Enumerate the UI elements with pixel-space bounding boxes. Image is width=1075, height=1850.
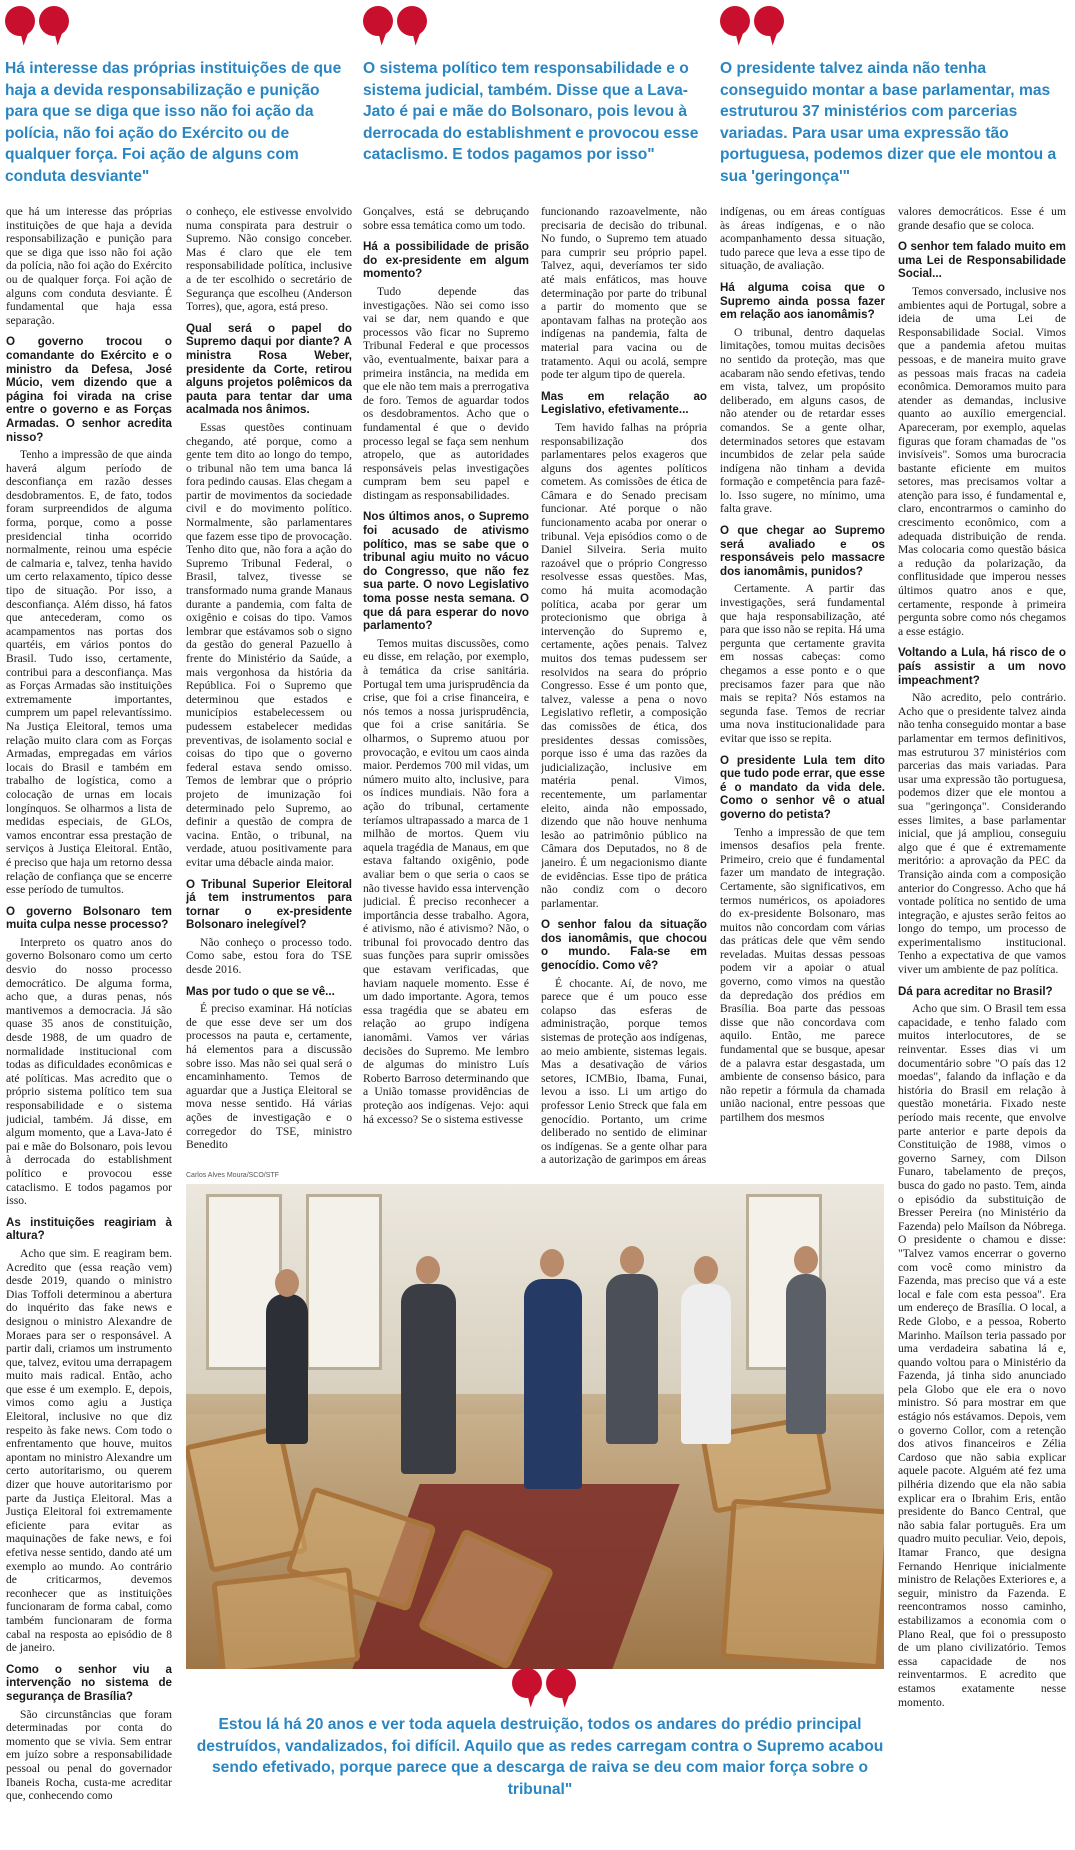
- answer-paragraph: São circunstâncias que foram determinadas por conta do momento que se vivia. Sem entrar em juízo sobre a responsabilidade pessoal ou penal do governador Ibaneis Rocha, custa-me acreditar que, conhecendo como: [6, 1707, 172, 1803]
- answer-paragraph: o conheço, ele estivesse envolvido numa conspirata para destruir o Supremo. Não consigo conceber. Mas é claro que ele tem responsabilidade política, inclusive a de ter escolhido o secretário de Segurança que escolheu (Anderson Torres), que, agora, está preso.: [186, 205, 352, 314]
- answer-paragraph: Acho que sim. O Brasil tem essa capacidade, e tenho falado com muitos interlocutores, de se reinventar. Esses dias vi um documentário sobre "O país das 12 moedas", falando da inflação e da história do Brasil em relação à questão monetária. Fixado neste período mais recente, que envolve parte anterior e parte depois da Constituição de 1988, vimos o governo Sarney, com Dilson Funaro, tabelamento de preços, busca do gado no pasto. Tem, ainda o episódio da substituição de Bresser Pereira (no Ministério da Fazenda) pelo Maílson da Nóbrega. O presidente o chamou e disse: "Talvez vamos encerrar o governo com você como ministro da Fazenda, mas preciso que vá a este local e fale com esta pessoa". Era um endereço de Brasília. O local, a Rede Globo, e a pessoa, Roberto Marinho. Maílson teria passado por uma verdadeira sabatina lá e, quando voltou para o Ministério da Fazenda, já tinha sido anunciado pela Globo que ele era o novo ministro. Só para mostrar em que estágio nós estávamos. Depois, vem o governo Collor, com a retenção dos ativos financeiros e Zélia Cardoso que não sabia explicar aquele pacote. Alguém até fez uma pilhéria dizendo que ela não sabia explicar era o Ibrahim Eris, então presidente do Banco Central, que não sabia falar português. Era um quadro muito peculiar. Veio, depois, Itamar Franco, que designa Fernando Henrique inicialmente ministro de Relações Exteriores e, a seguir, ministro da Fazenda. E reencontramos nosso caminho, estabilizamos a economia com o Plano Real, que foi o pressuposto de um plano civilizatório. Temos essa capacidade de nos reinventarmos. E acredito que estamos exatamente nesse momento.: [898, 1002, 1066, 1709]
- question-heading: Como o senhor viu a intervenção no sistema de segurança de Brasília?: [6, 1662, 172, 1703]
- answer-paragraph: Temos conversado, inclusive nos ambientes aqui de Portugal, sobre a ideia de uma Lei de Responsabilidade Social. Vimos que a pandemia afetou muitas pessoas, e de maneira muito grave as pessoas mais fracas na cadeia econômica. Demoramos muito para atender as demandas, inclusive quanto ao auxílio emergencial. Apareceram, por exemplo, aquelas figuras que foram chamadas de "os invisíveis". Somos uma burocracia bastante eficiente em muitos setores, mas precisamos voltar a atenção para isso, é fundamental e, claro, encontrarmos o caminho do crescimento econômico, com a adequada distribuição de renda. Mas colocaria como questão básica a redução da polarização, da conflitusidade que imperou nesses últimos quatro anos e que, certamente, responde à primeira pergunta sobre como nós chegamos a esse estágio.: [898, 284, 1066, 638]
- article-column-3: [363, 205, 529, 1170]
- pull-quote-text: O sistema político tem responsabilidade e o sistema judicial, também. Disse que a Lava-Jato é pai e mãe do Bolsonaro, pois levou à derrocada do establishment e provocou esse cataclismo. E todos pagamos por isso": [363, 60, 699, 163]
- answer-paragraph: Tudo depende das investigações. Não sei como isso vai se dar, nem quando e que processos vão ficar no Supremo Tribunal Federal e que processos vão, eventualmente, baixar para a primeira instância, na medida em que ele não tem mais a prerrogativa de foro. Temos de aguardar todos os desdobramentos. Acho que o fundamental é que o devido processo legal se faça sem nenhum atropelo, que as autoridades responsáveis pelas investigações cumpram bem seu papel e distingam as responsabilidades.: [363, 284, 529, 502]
- answer-paragraph: É chocante. Aí, de novo, me parece que é um pouco esse colapso das esferas de administração, porque temos sistemas de proteção aos indígenas, ao meio ambiente, sistemas legais. Mas a desativação de vários setores, ICMBio, Ibama, Funai, levou a isso. Li um artigo do professor Lenio Streck que fala em genocídio. Portanto, um crime deliberado no sentido de eliminar os indígenas. Se a gente olhar para a autorização de garimpos em áreas: [541, 976, 707, 1167]
- answer-paragraph: que há um interesse das próprias instituições de que haja a devida responsabilização e punição para que se diga que isso não foi ação da polícia, não foi ação do Exército ou de qualquer força. Foi ação de alguns com conduta desviante. É fundamental que haja essa separação.: [6, 205, 172, 327]
- answer-paragraph: Interpreto os quatro anos do governo Bolsonaro como um certo desvio do nosso processo democrático. De alguma forma, acho que, a duras penas, nós mantivemos a democracia. Já são quase 35 anos de constituição, desde 1988, de um quadro de normalidade institucional com todas as dificuldades econômicas e até políticas. Mas acredito que o próprio sistema político tem sua responsabilidade e o sistema judicial, também. Já disse, em algum momento, que a Lava-Jato é pai e mãe do Bolsonaro, pois levou à derrocada do establishment político e provocou esse cataclismo. E todos pagamos por isso.: [6, 935, 172, 1208]
- question-heading: Nos últimos anos, o Supremo foi acusado de ativismo político, mas se sabe que o tribunal agiu muito no vácuo do Congresso, que não fez sua parte. O novo Legislativo toma posse nesta semana. O que dá para esperar do novo parlamento?: [363, 510, 529, 633]
- pull-quote-1: [5, 0, 360, 195]
- answer-paragraph: Não acredito, pelo contrário. Acho que o presidente talvez ainda não tenha conseguido montar a base parlamentar em termos definitivos, mas estruturou 37 ministérios com parcerias das mais variadas. Para usar uma expressão tão portuguesa, podemos dizer que ele montou a sua "geringonça". Considerando esses limites, a base parlamentar inicial, que já ampliou, conseguiu algo que é que é extremamente meritório: a aprovação da PEC da Transição ainda com a composição anterior do Congresso. Acho que há vontade política no sentido de uma integração, e ajustes serão feitos ao longo do tempo, um processo de experimentalismo institucional. Tenho a expectativa de que vamos viver um ambiente de paz política.: [898, 691, 1066, 977]
- answer-paragraph: É preciso examinar. Há notícias de que esse deve ser um dos processos na pauta e, certamente, há elementos para a discussão sobre isso. Mas não sei qual será o encaminhamento. Temos de aguardar que a Justiça Eleitoral se mova nesse sentido. Há várias ações de investigação e o corregedor do TSE, ministro Benedito: [186, 1002, 352, 1152]
- bottom-pull-quote: Estou lá há 20 anos e ver toda aquela destruição, todos os andares do prédio principal destruídos, vandalizados, foi difícil. Aquilo que as redes carregam contra o Supremo acabou sendo efetivado, porque parece que a descarga de raiva se deu com maior força sobre o tribunal": [196, 1716, 884, 1798]
- question-heading: Há a possibilidade de prisão do ex-presidente em algum momento?: [363, 240, 529, 281]
- answer-paragraph: Temos muitas discussões, como eu disse, em relação, por exemplo, à temática da crise sanitária. Portugal tem uma jurisprudência da crise, que foi a crise financeira, e nós temos a nossa jurisprudência, que foi a crise sanitária. Se olharmos, o Supremo atuou por provocação, e evitou um caos ainda maior. Perdemos 700 mil vidas, um número muito alto, inclusive, para os índices mundiais. Não fora a ação do tribunal, certamente teríamos ultrapassado a marca de 1 milhão de mortos. Quem viu aquela tragédia de Manaus, em que estava faltando oxigênio, pode avaliar bem o que seria o caos se não tivesse havido essa intervenção judicial. É preciso reconhecer a importância desse trabalho. Agora, é ativismo, não é ativismo? Não, o tribunal foi provocado dentro das suas funções para suprir omissões que estavam verificadas, que haviam naquele momento. Esse é um dado importante. Agora, temos essa tragédia que se abateu em relação ao grupo indígena ianomâmi. Vamos ver várias decisões do Supremo. Me lembro de algumas do ministro Luís Roberto Barroso determinando que a União tomasse providências de proteção aos indígenas. Vejo: aqui há excesso? Se o sistema estivesse: [363, 636, 529, 1126]
- question-heading: O senhor tem falado muito em uma Lei de Responsabilidade Social...: [898, 240, 1066, 281]
- article-column-6: [898, 205, 1066, 1845]
- article-column-5: [720, 205, 885, 1170]
- question-heading: O governo trocou o comandante do Exército e o ministro da Defesa, José Múcio, vem dizendo que a página foi virada na crise entre o governo e as Forças Armadas. O senhor acredita nisso?: [6, 335, 172, 444]
- question-heading: O que chegar ao Supremo será avaliado e os responsáveis pelo massacre dos ianomâmis, punidos?: [720, 524, 885, 578]
- pull-quote-2: [363, 0, 718, 195]
- question-heading: Há alguma coisa que o Supremo ainda possa fazer em relação aos ianomâmis?: [720, 280, 885, 322]
- answer-paragraph: Tenho a impressão de que tem imensos desafios pela frente. Primeiro, creio que é fundamental fazer um mandato de integração. Certamente, são significativos, em termos numéricos, os apoiadores do ex-presidente Bolsonaro, mas muitos não concordam com várias das práticas dele que vêm sendo reveladas. Muitas dessas pessoas podem vir a apoiar o atual governo, como vimos na questão da depredação dos prédios em Brasília. Boa parte das pessoas disse que não concordava com aquilo. Então, me parece fundamental que se busque, apesar de a palavra estar desgastada, um ambiente de consenso básico, para não repetir a fórmula da chamada união nacional, entre pessoas que partilhem dos mesmos: [720, 825, 885, 1124]
- question-heading: O presidente Lula tem dito que tudo pode errar, que esse é o mandato da vida dele. Como o senhor vê o atual governo do petista?: [720, 753, 885, 821]
- answer-paragraph: funcionando razoavelmente, não precisaria de decisão do tribunal. No fundo, o Supremo tem atuado para cumprir seu próprio papel. Talvez, aqui, deveríamos ter sido até mais enfáticos, mas houve determinação por parte do tribunal a partir do momento que se apontavam falhas na proteção aos indígenas na pandemia, falta de material para vacina ou de tratamento. Aqui ou acolá, sempre pode ter algum tipo de querela.: [541, 205, 707, 382]
- question-heading: As instituições reagiriam à altura?: [6, 1215, 172, 1243]
- pull-quote-text: O presidente talvez ainda não tenha conseguido montar a base parlamentar, mas estruturou 37 ministérios com parcerias variadas. Para usar uma expressão tão portuguesa, podemos dizer que ele montou a sua 'geringonça'": [720, 60, 1057, 185]
- question-heading: O senhor falou da situação dos ianomâmis, que chocou o mundo. Fala-se em genocídio. Como vê?: [541, 918, 707, 973]
- answer-paragraph: valores democráticos. Esse é um grande desafio que se coloca.: [898, 205, 1066, 232]
- question-heading: O Tribunal Superior Eleitoral já tem instrumentos para tornar o ex-presidente Bolsonaro inelegível?: [186, 877, 352, 932]
- quote-marks-icon: [5, 6, 69, 40]
- question-heading: Mas por tudo o que se vê...: [186, 984, 335, 998]
- question-heading: Dá para acreditar no Brasil?: [898, 984, 1053, 998]
- answer-paragraph: indígenas, ou em áreas contíguas às áreas indígenas, e o não acompanhamento dessa situação, tudo parece que leva a esse tipo de situação, de avaliação.: [720, 205, 885, 273]
- answer-paragraph: Acho que sim. E reagiram bem. Acredito que (essa reação vem) desde 2019, quando o ministro Dias Toffoli determinou a abertura do inquérito das fake news e designou o ministro Alexandre de Moraes para ser o responsável. A partir dali, criamos um instrumento que, talvez, evitou uma derrapagem muito mais radical. Então, acho que esse é um exemplo. E, depois, vimos como agiu a Justiça Eleitoral, inclusive no que diz respeito às fake news. Com todo o enfrentamento que houve, muitos apontam no ministro Alexandre um certo autoritarismo, ou querem dizer que houve autoritarismo por parte da Justiça Eleitoral. Mas a Justiça Eleitoral foi extremamente eficiente para evitar as maquinações de fake news, e foi efetiva nesse sentido, dando até um exemplo ao mundo. Ao contrário de criticarmos, devemos reconhecer que as instituições funcionaram de forma cabal, como também funcionaram de forma cabal na resposta ao episódio de 8 de janeiro.: [6, 1246, 172, 1655]
- answer-paragraph: Essas questões continuam chegando, até porque, como a gente tem dito ao longo do tempo, o tribunal não tem uma banca lá fora pedindo causas. Elas chegam a partir de movimentos da sociedade civil e do movimento político. Normalmente, são parlamentares que fazem esse tipo de provocação. Tenho dito que, não fora a ação do Supremo Tribunal Federal, o Brasil, talvez, tivesse se transformado numa grande Manaus durante a pandemia, com falta de oxigênio e coisas do tipo. Vamos lembrar que estávamos sob o signo da gestão do general Pazuello à frente do Ministério da Saúde, a mais vergonhosa da história da República. Foi o Supremo que determinou que estados e municípios estabelecessem ou pudessem estabelecer medidas preventivas, de isolamento social e coisas do tipo que o governo federal estava sendo omisso. Temos de lembrar que o próprio projeto de imunização foi determinado pelo Supremo, ao definir a questão de compra de vacina. Então, o tribunal, na verdade, atuou positivamente para evitar uma débacle ainda maior.: [186, 420, 352, 869]
- article-column-1: [6, 205, 172, 1845]
- answer-paragraph: Gonçalves, está se debruçando sobre essa temática como um todo.: [363, 205, 529, 232]
- answer-paragraph: O tribunal, dentro daquelas limitações, tomou muitas decisões no sentido da proteção, mas que acabaram não sendo efetivas, tendo em vista, talvez, um propósito deliberado, em alguns casos, de não atender ou de retardar esses comandos. Se a gente olhar, determinados setores que estavam incumbidos de zelar pela saúde indígena não tinham a devida formação e competência para fazê-lo. Isso sugere, no mínimo, uma falta grave.: [720, 325, 885, 516]
- question-heading: Mas em relação ao Legislativo, efetivamente...: [541, 389, 707, 417]
- quote-marks-icon: [720, 6, 784, 40]
- article-column-2: [186, 205, 352, 1170]
- question-heading: Voltando a Lula, há risco de o país assistir a um novo impeachment?: [898, 646, 1066, 687]
- quote-marks-icon: [363, 6, 427, 40]
- news-photo: [186, 1184, 884, 1669]
- pull-quote-text: Há interesse das próprias instituições de que haja a devida responsabilização e punição para que se diga que isso não foi ação da polícia, não foi ação do Exército ou de qualquer força. Foi ação de alguns com conduta desviante": [5, 60, 342, 185]
- article-column-4: [541, 205, 707, 1170]
- quote-marks-icon: [512, 1668, 576, 1702]
- answer-paragraph: Tem havido falhas na própria responsabilização dos parlamentares pelos exageros que alguns dos agentes políticos cometem. As comissões de ética de Câmara e do Senado precisam funcionar. Até porque o não funcionamento acaba por onerar o tribunal. Veja episódios como o de Daniel Silveira. Seria muito razoável que o próprio Congresso resolvesse essas questões. Mas, como há muita acomodação política, acaba por gerar um protecionismo que obriga à intervenção do Supremo e, certamente, ações penais. Talvez muitos dos temas pudessem ser resolvidos na seara do próprio Congresso. Esse é um ponto que, talvez, valesse a pena o novo Legislativo refletir, a composição das comissões de ética, dos presidentes dessas comissões, porque isso é uma das razões da judicialização, inclusive em matéria penal. Vimos, recentemente, um parlamentar eleito, ainda não empossado, dizendo que não houve nenhuma lesão ao patrimônio público na Câmara dos Deputados, no 8 de janeiro. É um negacionismo diante de evidências. Esse tipo de prática não condiz com o decoro parlamentar.: [541, 420, 707, 910]
- question-heading: Qual será o papel do Supremo daqui por diante? A ministra Rosa Weber, presidente da Corte, retirou alguns projetos polêmicos da pauta para tentar dar uma acalmada nos ânimos.: [186, 321, 352, 417]
- answer-paragraph: Certamente. A partir das investigações, será fundamental que haja responsabilização, até para que isso não se repita. Há uma pergunta que certamente gravita em nossas cabeças: como chegamos a esse ponto e o que precisamos fazer para que não mais se repita? Nós estamos na segunda fase. Temos de recriar uma nova institucionalidade para evitar que isso se repita.: [720, 582, 885, 745]
- answer-paragraph: Tenho a impressão de que ainda haverá algum período de desconfiança em razão desses desdobramentos. E, de fato, todos foram surpreendidos de alguma forma, porque, como a posse presidencial tinha ocorrido normalmente, reinou uma espécie de calmaria e, talvez, tenha havido um certo relaxamento, típico desse tipo de situação. Por isso, a desconfiança. Além disso, há fatos que antecederam, como os acampamentos nas portas dos quartéis, em vários pontos do Brasil. Tudo isso, certamente, contribui para a desconfiança. Mas as Forças Armadas são instituições extremamente importantes, cumprem um papel relevantíssimo. Na Justiça Eleitoral, temos uma relação muito clara com as Forças Armadas, empregadas em vários locais do Brasil e também em trabalho de logística, como a colocação de urnas em locais longínquos. Se olharmos a lista de medidas especiais, de GLOs, vamos encontrar essa prestação de serviços à Justiça Eleitoral. Então, é preciso que haja um retorno dessa relação de confiança que se encerre esse período de tumultos.: [6, 448, 172, 897]
- photo-credit: Carlos Alves Moura/SCO/STF: [186, 1172, 279, 1179]
- answer-paragraph: Não conheço o processo todo. Como sabe, estou fora do TSE desde 2016.: [186, 935, 352, 977]
- question-heading: O governo Bolsonaro tem muita culpa nesse processo?: [6, 904, 172, 932]
- pull-quote-3: [720, 0, 1075, 195]
